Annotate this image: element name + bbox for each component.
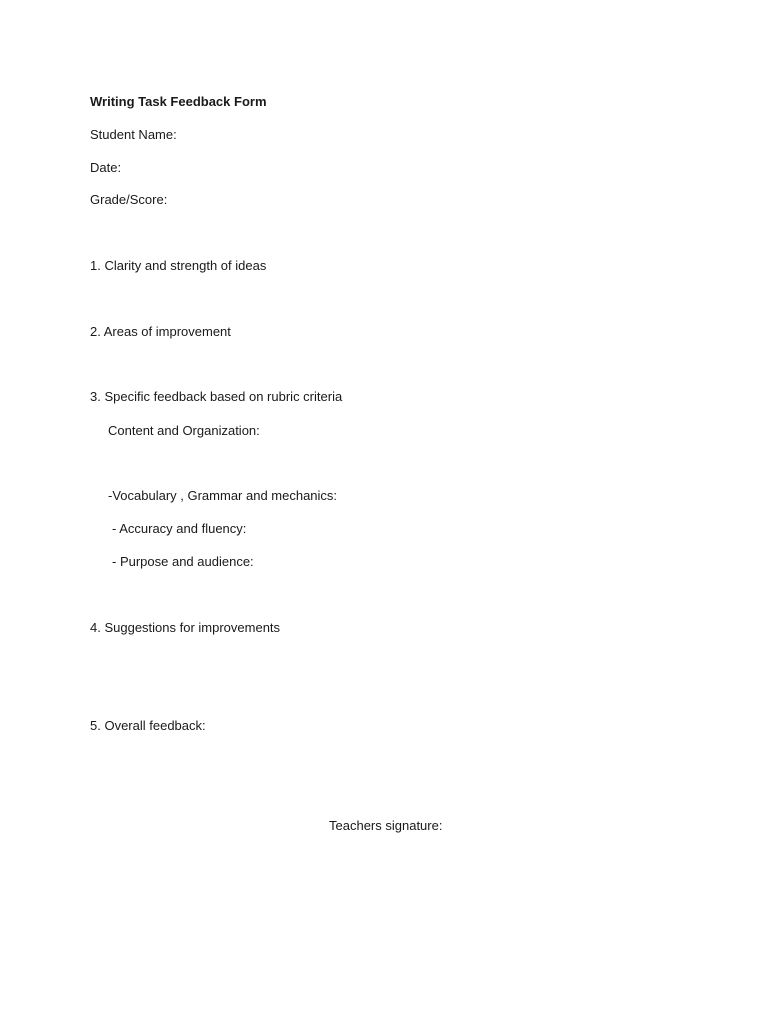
section-suggestions-heading: 4. Suggestions for improvements <box>90 620 281 635</box>
criterion-accuracy-fluency: - Accuracy and fluency: <box>112 521 247 536</box>
section-overall-feedback-heading: 5. Overall feedback: <box>90 718 206 733</box>
section-rubric-heading: 3. Specific feedback based on rubric criteria <box>90 389 343 404</box>
criterion-content-organization: Content and Organization: <box>108 423 260 438</box>
section-clarity-heading: 1. Clarity and strength of ideas <box>90 258 267 273</box>
teacher-signature-label: Teachers signature: <box>329 818 443 833</box>
form-title: Writing Task Feedback Form <box>90 94 267 109</box>
criterion-purpose-audience: - Purpose and audience: <box>112 554 254 569</box>
grade-score-label: Grade/Score: <box>90 192 168 207</box>
student-name-label: Student Name: <box>90 127 177 142</box>
section-improvement-heading: 2. Areas of improvement <box>90 324 231 339</box>
criterion-vocabulary-grammar: -Vocabulary , Grammar and mechanics: <box>108 488 338 503</box>
date-label: Date: <box>90 160 122 175</box>
